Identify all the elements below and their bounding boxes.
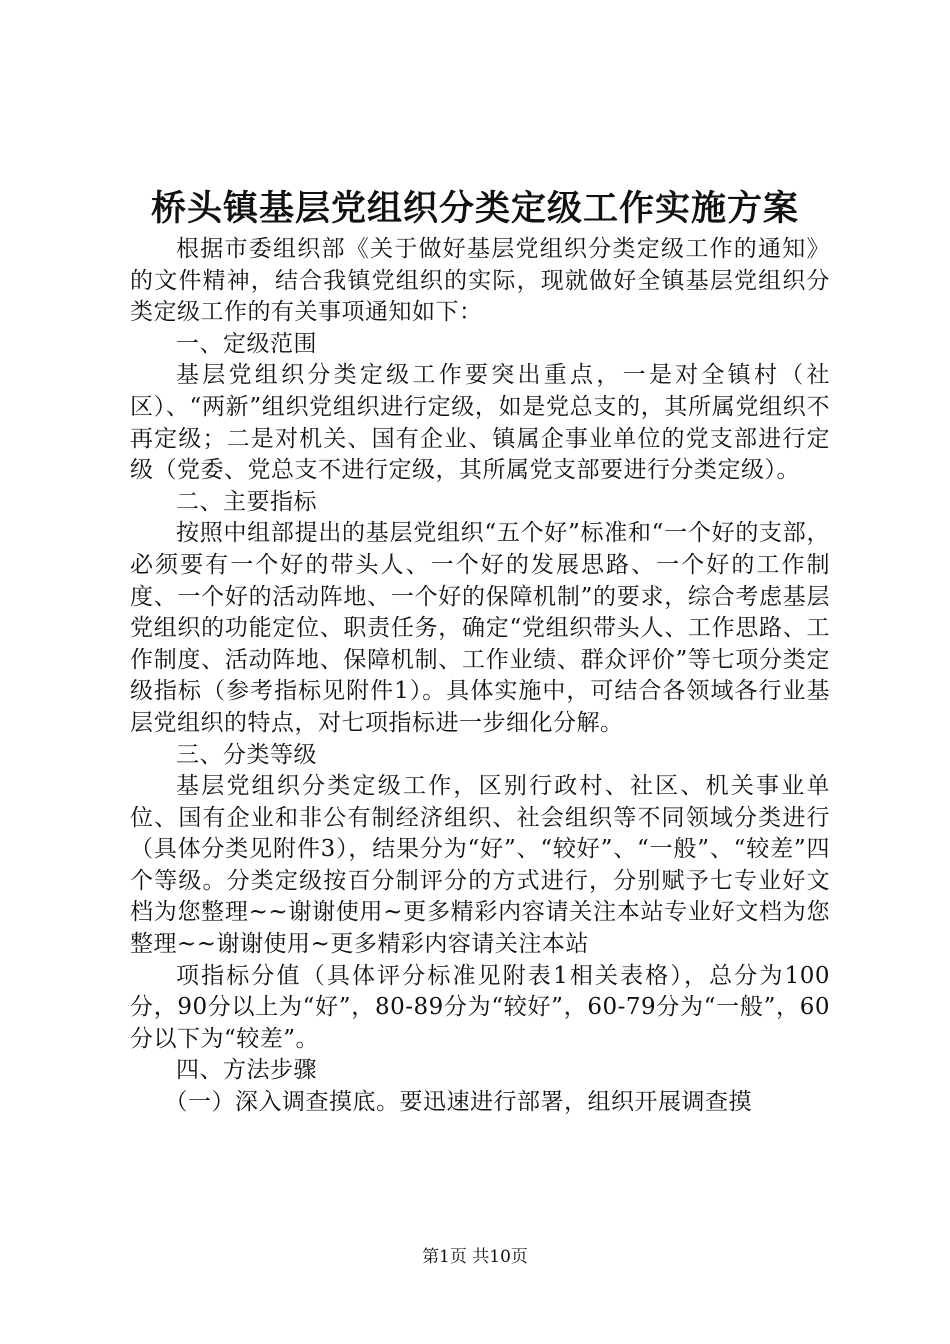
intro-paragraph: 根据市委组织部《关于做好基层党组织分类定级工作的通知》的文件精神，结合我镇党组织的实际，现就做好全镇基层党组织分类定级工作的有关事项通知如下：	[130, 236, 830, 326]
section-heading-scope: 一、定级范围	[176, 330, 317, 357]
section-heading-grades: 三、分类等级	[176, 741, 317, 768]
page-footer: 第1页 共10页	[422, 1247, 528, 1267]
section-heading-methods: 四、方法步骤	[176, 1057, 317, 1084]
document-title: 桥头镇基层党组织分类定级工作实施方案	[150, 189, 799, 229]
section-heading-indicators: 二、主要指标	[176, 488, 317, 515]
scope-paragraph: 基层党组织分类定级工作要突出重点，一是对全镇村（社区）、“两新”组织党组织进行定级，如是党总支的，其所属党组织不再定级；二是对机关、国有企业、镇属企事业单位的党支部进行定级（党委、党总支不进行定级，其所属党支部要进行分类定级）。	[130, 362, 830, 484]
indicators-paragraph: 按照中组部提出的基层党组织“五个好”标准和“一个好的支部，必须要有一个好的带头人、一个好的发展思路、一个好的工作制度、一个好的活动阵地、一个好的保障机制”的要求，综合考虑基层党组织的功能定位、职责任务，确定“党组织带头人、工作思路、工作制度、活动阵地、保障机制、工作业绩、群众评价”等七项分类定级指标（参考指标见附件1）。具体实施中，可结合各领域各行业基层党组织的特点，对七项指标进一步细化分解。	[130, 520, 830, 736]
methods-step-1-paragraph: （一）深入调查摸底。要迅速进行部署，组织开展调查摸	[164, 1089, 752, 1116]
grades-paragraph: 基层党组织分类定级工作，区别行政村、社区、机关事业单位、国有企业和非公有制经济组织、社会组织等不同领域分类进行（具体分类见附件3），结果分为“好”、“较好”、“一般”、“较差”四个等级。分类定级按百分制评分的方式进行，分别赋予七专业好文档为您整理~~谢谢使用~更多精彩内容请关注本站专业好文档为您整理~~谢谢使用~更多精彩内容请关注本站	[130, 773, 830, 958]
document-body	[130, 234, 830, 1119]
score-paragraph: 项指标分值（具体评分标准见附表1相关表格），总分为100分，90分以上为“好”，80-89分为“较好”，60-79分为“一般”，60分以下为“较差”。	[130, 962, 830, 1052]
